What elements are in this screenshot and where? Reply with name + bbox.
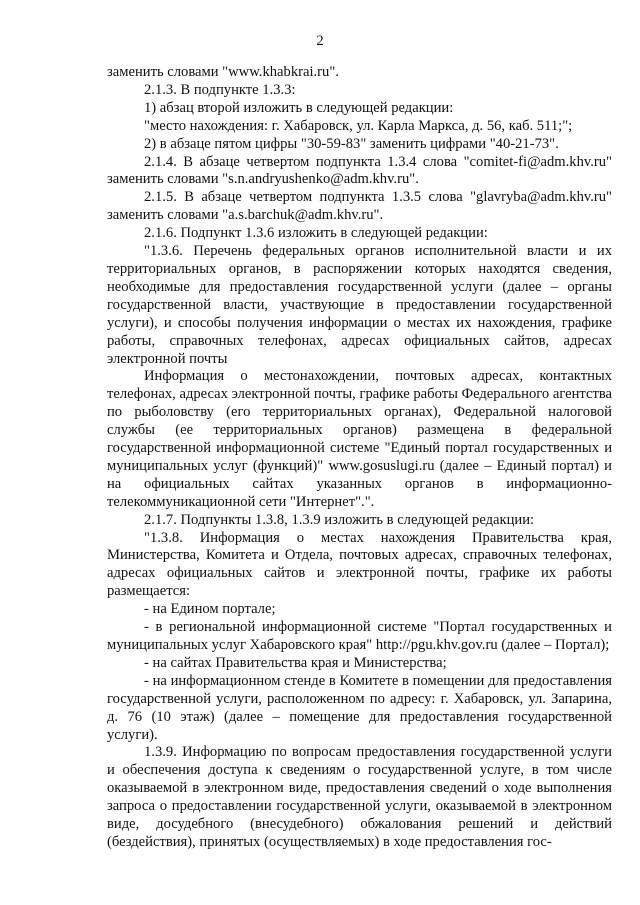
paragraph: 2.1.5. В абзаце четвертом подпункта 1.3.5 слова "glavryba@adm.khv.ru" заменить словами "a.s.barchuk@adm.khv.ru". — [107, 189, 612, 224]
document-body — [107, 64, 612, 852]
paragraph: 2.1.7. Подпункты 1.3.8, 1.3.9 изложить в следующей редакции: — [144, 511, 535, 528]
paragraph: "1.3.6. Перечень федеральных органов исполнительной власти и их территориальных органов, в распоряжении которых находятся сведения, необходимые для предоставления государственной услуги (далее – органы государственной власти, участвующие в предоставлении государственной услуги), и способы получения информации о местах их нахождения, графике работы, справочных телефонах, адресах официальных сайтов, адресах электронной почты — [107, 243, 612, 367]
paragraph: - на сайтах Правительства края и Министерства; — [144, 654, 447, 671]
paragraph: заменить словами "www.khabkrai.ru". — [107, 64, 339, 80]
paragraph: 2) в абзаце пятом цифры "30-59-83" заменить цифрами "40-21-73". — [144, 135, 559, 152]
paragraph: - в региональной информационной системе "Портал государственных и муниципальных услуг Хабаровского края" http://pgu.khv.gov.ru (далее – Портал); — [107, 619, 612, 653]
paragraph: 1.3.9. Информацию по вопросам предоставления государственной услуги и обеспечения доступа к сведениям о государственной услуге, в том числе оказываемой в электронном виде, предоставления сведений о ходе выполнения запроса о предоставлении государственной услуги, оказываемой в электронном виде, досудебного (внесудебного) обжалования решений и действий (бездействия), принятых (осуществляемых) в ходе предоставления гос- — [107, 744, 612, 850]
paragraph: 1) абзац второй изложить в следующей редакции: — [144, 99, 454, 116]
paragraph: 2.1.3. В подпункте 1.3.3: — [144, 81, 296, 98]
page-number: 2 — [316, 33, 324, 49]
paragraph: "место нахождения: г. Хабаровск, ул. Карла Маркса, д. 56, каб. 511;"; — [144, 117, 573, 134]
paragraph: 2.1.4. В абзаце четвертом подпункта 1.3.4 слова "comitet-fi@adm.khv.ru" заменить словами "s.n.andryushenko@adm.khv.ru". — [107, 153, 612, 188]
paragraph: - на информационном стенде в Комитете в помещении для предоставления государственной услуги, расположенном по адресу: г. Хабаровск, ул. Запарина, д. 76 (10 этаж) (далее – помещение для предоставления государственной услуги). — [107, 672, 612, 743]
paragraph: - на Едином портале; — [144, 601, 276, 618]
paragraph: 2.1.6. Подпункт 1.3.6 изложить в следующей редакции: — [144, 225, 488, 242]
paragraph: Информация о местонахождении, почтовых адресах, контактных телефонах, адресах электронной почты, графике работы Федерального агентства по рыболовству (его территориальных органах), Федеральной налоговой службы (ее территориальных органов) размещена в федеральной государственной информационной системе "Единый портал государственных и муниципальных услуг (функций)" www.gosuslugi.ru (далее – Единый портал) и на официальных сайтах указанных органов в информационно-телекоммуникационной сети "Интернет".". — [107, 368, 612, 510]
paragraph: "1.3.8. Информация о местах нахождения Правительства края, Министерства, Комитета и Отдела, почтовых адресах, справочных телефонах, адресах официальных сайтов и электронной почты, графике их работы размещается: — [107, 529, 612, 600]
